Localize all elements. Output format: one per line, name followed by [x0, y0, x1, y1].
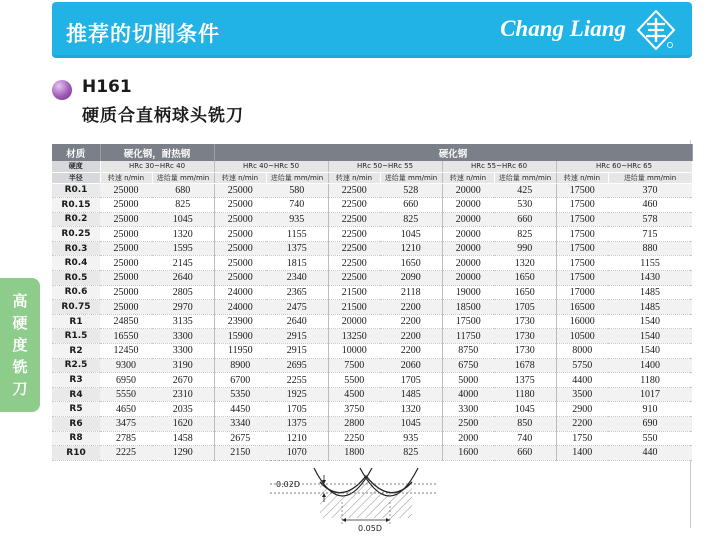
speed-cell: 22500 [328, 241, 380, 256]
speed-cell: 16000 [556, 314, 608, 329]
speed-cell: 11750 [442, 329, 494, 344]
speed-cell: 25000 [100, 300, 152, 315]
speed-cell: 25000 [214, 227, 266, 242]
hardness-range: HRc 60~HRc 65 [556, 161, 692, 172]
speed-cell: 25000 [100, 212, 152, 227]
speed-cell: 2800 [328, 417, 380, 432]
speed-cell: 23900 [214, 314, 266, 329]
feed-cell: 1730 [494, 344, 556, 359]
speed-cell: 3300 [442, 402, 494, 417]
speed-cell: 2250 [328, 431, 380, 446]
feed-cell: 680 [152, 183, 214, 198]
speed-cell: 10500 [556, 329, 608, 344]
table-row [52, 285, 692, 300]
feed-cell: 935 [380, 431, 442, 446]
feed-cell: 990 [494, 241, 556, 256]
radius-cell: R6 [52, 417, 100, 432]
feed-header: 进给量 mm/min [152, 172, 214, 183]
table-row [52, 344, 692, 359]
speed-cell: 3500 [556, 387, 608, 402]
radius-cell: R0.2 [52, 212, 100, 227]
feed-cell: 2200 [380, 344, 442, 359]
speed-cell: 16550 [100, 329, 152, 344]
feed-cell: 2060 [380, 358, 442, 373]
feed-header: 进给量 mm/min [494, 172, 556, 183]
speed-header: 转速 n/min [328, 172, 380, 183]
feed-cell: 2365 [266, 285, 328, 300]
speed-cell: 2200 [556, 417, 608, 432]
speed-cell: 6950 [100, 373, 152, 388]
speed-cell: 4650 [100, 402, 152, 417]
speed-cell: 25000 [100, 285, 152, 300]
radius-cell: R10 [52, 446, 100, 461]
feed-cell: 1650 [494, 285, 556, 300]
feed-cell: 660 [494, 446, 556, 461]
speed-cell: 6750 [442, 358, 494, 373]
side-tab-char: 刀 [12, 380, 28, 398]
speed-cell: 21500 [328, 285, 380, 300]
speed-cell: 2225 [100, 446, 152, 461]
radius-cell: R3 [52, 373, 100, 388]
feed-cell: 3300 [152, 344, 214, 359]
table-row [52, 271, 692, 286]
speed-cell: 9300 [100, 358, 152, 373]
radius-cell: R4 [52, 387, 100, 402]
feed-cell: 1540 [608, 329, 692, 344]
speed-cell: 22500 [328, 227, 380, 242]
table-row [52, 300, 692, 315]
feed-cell: 2255 [266, 373, 328, 388]
speed-cell: 22500 [328, 212, 380, 227]
feed-cell: 1290 [152, 446, 214, 461]
radius-cell: R0.4 [52, 256, 100, 271]
feed-cell: 1650 [494, 271, 556, 286]
group1-label: 硬化钢，耐热钢 [100, 144, 214, 161]
speed-cell: 6700 [214, 373, 266, 388]
speed-cell: 20000 [442, 198, 494, 213]
feed-cell: 1320 [152, 227, 214, 242]
speed-cell: 17000 [556, 285, 608, 300]
feed-cell: 2805 [152, 285, 214, 300]
feed-cell: 1180 [608, 373, 692, 388]
side-tab-char: 高 [12, 292, 28, 310]
speed-cell: 10000 [328, 344, 380, 359]
feed-cell: 1485 [608, 285, 692, 300]
feed-cell: 1017 [608, 387, 692, 402]
feed-cell: 2200 [380, 329, 442, 344]
table-row [52, 373, 692, 388]
speed-cell: 22500 [328, 271, 380, 286]
speed-cell: 21500 [328, 300, 380, 315]
feed-cell: 2475 [266, 300, 328, 315]
feed-cell: 2915 [266, 344, 328, 359]
table-row [52, 431, 692, 446]
feed-cell: 1540 [608, 314, 692, 329]
feed-header: 进给量 mm/min [608, 172, 692, 183]
feed-cell: 1375 [266, 417, 328, 432]
feed-cell: 370 [608, 183, 692, 198]
feed-cell: 2915 [266, 329, 328, 344]
feed-cell: 528 [380, 183, 442, 198]
feed-cell: 3135 [152, 314, 214, 329]
feed-cell: 2200 [380, 300, 442, 315]
speed-cell: 5750 [556, 358, 608, 373]
feed-cell: 3190 [152, 358, 214, 373]
speed-cell: 4400 [556, 373, 608, 388]
speed-cell: 25000 [100, 271, 152, 286]
feed-cell: 825 [494, 227, 556, 242]
feed-cell: 1705 [266, 402, 328, 417]
product-bullet-icon [52, 80, 72, 100]
feed-cell: 1485 [608, 300, 692, 315]
speed-cell: 19000 [442, 285, 494, 300]
feed-cell: 1650 [380, 256, 442, 271]
feed-cell: 1540 [608, 344, 692, 359]
feed-cell: 910 [608, 402, 692, 417]
feed-cell: 1070 [266, 446, 328, 461]
speed-cell: 17500 [556, 271, 608, 286]
table-row [52, 198, 692, 213]
table-body [52, 183, 692, 460]
feed-cell: 1155 [608, 256, 692, 271]
speed-cell: 17500 [556, 256, 608, 271]
speed-cell: 1400 [556, 446, 608, 461]
feed-cell: 550 [608, 431, 692, 446]
feed-cell: 825 [380, 212, 442, 227]
radius-cell: R0.1 [52, 183, 100, 198]
table-row [52, 227, 692, 242]
speed-cell: 17500 [556, 212, 608, 227]
speed-cell: 5350 [214, 387, 266, 402]
hardness-range: HRc 40~HRc 50 [214, 161, 328, 172]
speed-header: 转速 n/min [100, 172, 152, 183]
feed-cell: 1320 [380, 402, 442, 417]
feed-cell: 1430 [608, 271, 692, 286]
scallop-diagram [262, 460, 442, 536]
speed-cell: 4500 [328, 387, 380, 402]
speed-cell: 11950 [214, 344, 266, 359]
radius-cell: R0.5 [52, 271, 100, 286]
header-bar [52, 2, 692, 58]
feed-cell: 740 [494, 431, 556, 446]
feed-cell: 1705 [380, 373, 442, 388]
feed-cell: 825 [152, 198, 214, 213]
table-row [52, 314, 692, 329]
speed-cell: 20000 [442, 212, 494, 227]
radius-cell: R0.75 [52, 300, 100, 315]
speed-cell: 3750 [328, 402, 380, 417]
table-row [52, 329, 692, 344]
radius-label: 半径 [52, 172, 100, 183]
speed-cell: 20000 [328, 314, 380, 329]
depth-label: 0.02D [276, 480, 300, 489]
feed-cell: 3300 [152, 329, 214, 344]
feed-cell: 1180 [494, 387, 556, 402]
feed-cell: 1045 [494, 402, 556, 417]
table-row [52, 183, 692, 198]
feed-cell: 740 [266, 198, 328, 213]
speed-cell: 5550 [100, 387, 152, 402]
speed-cell: 2675 [214, 431, 266, 446]
feed-header: 进给量 mm/min [266, 172, 328, 183]
feed-cell: 880 [608, 241, 692, 256]
radius-cell: R0.15 [52, 198, 100, 213]
feed-cell: 1925 [266, 387, 328, 402]
feed-cell: 825 [380, 446, 442, 461]
feed-cell: 425 [494, 183, 556, 198]
speed-cell: 17500 [556, 198, 608, 213]
hardness-header-row [52, 161, 692, 172]
feed-cell: 1730 [494, 329, 556, 344]
table-row [52, 241, 692, 256]
speed-cell: 1600 [442, 446, 494, 461]
table-row [52, 212, 692, 227]
speed-header: 转速 n/min [214, 172, 266, 183]
feed-cell: 2310 [152, 387, 214, 402]
hardness-label: 硬度 [52, 161, 100, 172]
cutting-conditions-table-wrap [52, 144, 692, 461]
speed-cell: 17500 [442, 314, 494, 329]
speed-cell: 7500 [328, 358, 380, 373]
feed-cell: 2145 [152, 256, 214, 271]
speed-cell: 18500 [442, 300, 494, 315]
radius-cell: R5 [52, 402, 100, 417]
feed-cell: 850 [494, 417, 556, 432]
speed-cell: 25000 [214, 271, 266, 286]
feed-cell: 1705 [494, 300, 556, 315]
feed-cell: 660 [494, 212, 556, 227]
speed-cell: 8750 [442, 344, 494, 359]
cutting-conditions-table [52, 144, 693, 461]
feed-cell: 1485 [380, 387, 442, 402]
product-code: H161 [82, 77, 132, 97]
feed-cell: 1375 [266, 241, 328, 256]
speed-cell: 20000 [442, 271, 494, 286]
feed-cell: 580 [266, 183, 328, 198]
radius-cell: R8 [52, 431, 100, 446]
unit-header-row [52, 172, 692, 183]
speed-cell: 25000 [100, 198, 152, 213]
feed-cell: 578 [608, 212, 692, 227]
speed-cell: 17500 [556, 241, 608, 256]
feed-cell: 2035 [152, 402, 214, 417]
table-row [52, 417, 692, 432]
feed-cell: 2340 [266, 271, 328, 286]
group2-label: 硬化钢 [214, 144, 692, 161]
speed-cell: 3475 [100, 417, 152, 432]
feed-cell: 1155 [266, 227, 328, 242]
feed-cell: 1815 [266, 256, 328, 271]
side-tab-char: 度 [12, 336, 28, 354]
hardness-range: HRc 30~HRc 40 [100, 161, 214, 172]
speed-cell: 1800 [328, 446, 380, 461]
speed-cell: 24850 [100, 314, 152, 329]
speed-cell: 5500 [328, 373, 380, 388]
speed-cell: 3340 [214, 417, 266, 432]
speed-cell: 2000 [442, 431, 494, 446]
feed-cell: 1045 [380, 417, 442, 432]
speed-cell: 25000 [214, 198, 266, 213]
speed-cell: 2900 [556, 402, 608, 417]
speed-header: 转速 n/min [556, 172, 608, 183]
radius-cell: R0.3 [52, 241, 100, 256]
feed-cell: 1730 [494, 314, 556, 329]
hardness-range: HRc 50~HRc 55 [328, 161, 442, 172]
radius-cell: R0.25 [52, 227, 100, 242]
speed-cell: 25000 [100, 241, 152, 256]
speed-cell: 1750 [556, 431, 608, 446]
feed-cell: 2118 [380, 285, 442, 300]
speed-cell: 20000 [442, 183, 494, 198]
side-category-tab[interactable] [0, 278, 40, 412]
radius-cell: R2 [52, 344, 100, 359]
feed-cell: 1595 [152, 241, 214, 256]
speed-cell: 20000 [442, 241, 494, 256]
feed-cell: 1045 [380, 227, 442, 242]
feed-cell: 440 [608, 446, 692, 461]
speed-cell: 25000 [214, 241, 266, 256]
speed-cell: 16500 [556, 300, 608, 315]
radius-cell: R0.6 [52, 285, 100, 300]
speed-cell: 4000 [442, 387, 494, 402]
feed-cell: 935 [266, 212, 328, 227]
product-name: 硬质合直柄球头铣刀 [82, 106, 244, 126]
speed-cell: 2785 [100, 431, 152, 446]
speed-cell: 8000 [556, 344, 608, 359]
feed-cell: 1320 [494, 256, 556, 271]
feed-cell: 1045 [152, 212, 214, 227]
speed-cell: 5000 [442, 373, 494, 388]
speed-header: 转速 n/min [442, 172, 494, 183]
speed-cell: 20000 [442, 256, 494, 271]
feed-cell: 1210 [266, 431, 328, 446]
speed-cell: 22500 [328, 183, 380, 198]
brand-logo-icon [636, 10, 676, 50]
speed-cell: 22500 [328, 256, 380, 271]
speed-cell: 22500 [328, 198, 380, 213]
feed-cell: 1375 [494, 373, 556, 388]
speed-cell: 25000 [214, 212, 266, 227]
feed-cell: 715 [608, 227, 692, 242]
feed-cell: 460 [608, 198, 692, 213]
feed-cell: 2090 [380, 271, 442, 286]
radius-cell: R1.5 [52, 329, 100, 344]
speed-cell: 25000 [214, 256, 266, 271]
feed-cell: 2640 [266, 314, 328, 329]
feed-cell: 2695 [266, 358, 328, 373]
speed-cell: 20000 [442, 227, 494, 242]
speed-cell: 13250 [328, 329, 380, 344]
speed-cell: 17500 [556, 227, 608, 242]
feed-cell: 2970 [152, 300, 214, 315]
speed-cell: 4450 [214, 402, 266, 417]
speed-cell: 24000 [214, 300, 266, 315]
brand-name: Chang Liang [500, 16, 626, 41]
feed-cell: 1620 [152, 417, 214, 432]
speed-cell: 15900 [214, 329, 266, 344]
table-row [52, 358, 692, 373]
feed-cell: 530 [494, 198, 556, 213]
side-tab-char: 硬 [12, 314, 28, 332]
speed-cell: 25000 [100, 227, 152, 242]
radius-cell: R2.5 [52, 358, 100, 373]
table-row [52, 256, 692, 271]
page-title: 推荐的切削条件 [66, 22, 220, 46]
table-row [52, 446, 692, 461]
speed-cell: 25000 [214, 183, 266, 198]
feed-header: 进给量 mm/min [380, 172, 442, 183]
material-header-row [52, 144, 692, 161]
table-row [52, 402, 692, 417]
speed-cell: 2500 [442, 417, 494, 432]
feed-cell: 660 [380, 198, 442, 213]
radius-cell: R1 [52, 314, 100, 329]
feed-cell: 690 [608, 417, 692, 432]
speed-cell: 2150 [214, 446, 266, 461]
speed-cell: 12450 [100, 344, 152, 359]
side-tab-char: 铣 [12, 358, 28, 376]
feed-cell: 1400 [608, 358, 692, 373]
hardness-range: HRc 55~HRc 60 [442, 161, 556, 172]
speed-cell: 25000 [100, 256, 152, 271]
feed-cell: 1210 [380, 241, 442, 256]
speed-cell: 25000 [100, 183, 152, 198]
speed-cell: 17500 [556, 183, 608, 198]
speed-cell: 24000 [214, 285, 266, 300]
feed-cell: 2200 [380, 314, 442, 329]
material-label: 材质 [52, 144, 100, 161]
table-row [52, 387, 692, 402]
feed-cell: 2670 [152, 373, 214, 388]
pitch-label: 0.05D [358, 524, 382, 533]
feed-cell: 1678 [494, 358, 556, 373]
speed-cell: 8900 [214, 358, 266, 373]
feed-cell: 1458 [152, 431, 214, 446]
feed-cell: 2640 [152, 271, 214, 286]
